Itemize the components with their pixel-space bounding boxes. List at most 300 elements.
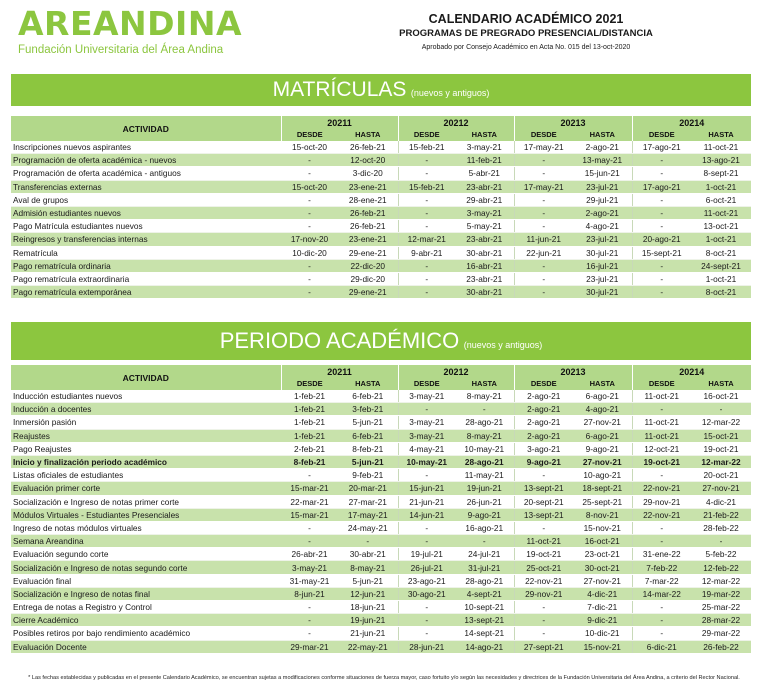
page-header bbox=[0, 0, 768, 66]
date-from-cell: 28-jun-21 bbox=[398, 640, 455, 653]
table-row bbox=[11, 180, 751, 193]
table-row bbox=[11, 403, 751, 416]
date-from-cell: - bbox=[514, 521, 573, 534]
date-from-cell: - bbox=[398, 535, 455, 548]
date-to-cell: 27-nov-21 bbox=[573, 574, 632, 587]
date-to-cell: 26-feb-21 bbox=[338, 220, 398, 233]
table-row bbox=[11, 272, 751, 285]
date-to-cell: 29-ene-21 bbox=[338, 286, 398, 299]
periodo-subtitle: (nuevos y antiguos) bbox=[463, 340, 543, 350]
date-from-cell: - bbox=[632, 627, 691, 640]
date-from-cell: 11-oct-21 bbox=[632, 390, 691, 403]
date-from-cell: 31-may-21 bbox=[281, 574, 338, 587]
date-from-cell: - bbox=[281, 286, 338, 299]
date-from-cell: - bbox=[281, 535, 338, 548]
table-row bbox=[11, 587, 751, 600]
date-from-cell: - bbox=[514, 469, 573, 482]
date-from-cell: - bbox=[281, 220, 338, 233]
date-from-cell: 2-ago-21 bbox=[514, 416, 573, 429]
from-header: DESDE bbox=[281, 129, 338, 141]
date-to-cell: 29-abr-21 bbox=[455, 193, 514, 206]
date-from-cell: 2-feb-21 bbox=[281, 442, 338, 455]
date-from-cell: 17-ago-21 bbox=[632, 180, 691, 193]
date-to-cell: 8-sept-21 bbox=[691, 167, 751, 180]
date-to-cell: 12-mar-22 bbox=[691, 416, 751, 429]
activity-label: Pago rematrícula extraordinaria bbox=[11, 272, 281, 285]
date-from-cell: - bbox=[398, 206, 455, 219]
activity-label: Evaluación segundo corte bbox=[11, 548, 281, 561]
activity-label: Evaluación final bbox=[11, 574, 281, 587]
date-to-cell: 28-ago-21 bbox=[455, 455, 514, 468]
date-from-cell: 9-ago-21 bbox=[514, 455, 573, 468]
date-to-cell: 6-feb-21 bbox=[338, 390, 398, 403]
date-to-cell: 22-may-21 bbox=[338, 640, 398, 653]
date-to-cell: 6-ago-21 bbox=[573, 390, 632, 403]
date-to-cell: 4-ago-21 bbox=[573, 403, 632, 416]
date-to-cell: 23-ene-21 bbox=[338, 233, 398, 246]
activity-label: Listas oficiales de estudiantes bbox=[11, 469, 281, 482]
date-from-cell: - bbox=[398, 601, 455, 614]
date-from-cell: - bbox=[632, 167, 691, 180]
date-from-cell: - bbox=[514, 614, 573, 627]
date-from-cell: 17-may-21 bbox=[514, 180, 573, 193]
to-header: HASTA bbox=[691, 378, 751, 390]
period-header: 20214 bbox=[632, 116, 751, 129]
table-row bbox=[11, 442, 751, 455]
date-from-cell: - bbox=[281, 521, 338, 534]
date-to-cell: 8-may-21 bbox=[338, 561, 398, 574]
date-from-cell: - bbox=[632, 206, 691, 219]
activity-label: Evaluación primer corte bbox=[11, 482, 281, 495]
activity-label: Reajustes bbox=[11, 429, 281, 442]
date-from-cell: 8-feb-21 bbox=[281, 455, 338, 468]
date-to-cell: 23-jul-21 bbox=[573, 233, 632, 246]
date-from-cell: 4-may-21 bbox=[398, 442, 455, 455]
date-to-cell: 30-jul-21 bbox=[573, 246, 632, 259]
date-to-cell: 22-dic-20 bbox=[338, 259, 398, 272]
date-to-cell: 5-may-21 bbox=[455, 220, 514, 233]
date-to-cell: 1-oct-21 bbox=[691, 272, 751, 285]
table-row bbox=[11, 206, 751, 219]
date-to-cell: 6-feb-21 bbox=[338, 429, 398, 442]
date-to-cell: 12-jun-21 bbox=[338, 587, 398, 600]
table-row bbox=[11, 521, 751, 534]
date-to-cell: 3-may-21 bbox=[455, 141, 514, 154]
table-row bbox=[11, 429, 751, 442]
date-to-cell: 24-may-21 bbox=[338, 521, 398, 534]
table-row bbox=[11, 455, 751, 468]
date-to-cell: 29-jul-21 bbox=[573, 193, 632, 206]
date-from-cell: 15-mar-21 bbox=[281, 508, 338, 521]
date-to-cell: 10-ago-21 bbox=[573, 469, 632, 482]
date-to-cell: 2-ago-21 bbox=[573, 206, 632, 219]
date-from-cell: - bbox=[281, 601, 338, 614]
activity-label: Inmersión pasión bbox=[11, 416, 281, 429]
date-from-cell: 1-feb-21 bbox=[281, 390, 338, 403]
date-to-cell: 5-jun-21 bbox=[338, 574, 398, 587]
date-from-cell: - bbox=[281, 627, 338, 640]
date-from-cell: - bbox=[632, 259, 691, 272]
date-to-cell: 23-jul-21 bbox=[573, 180, 632, 193]
footnote: * Las fechas establecidas y publicadas en el presente Calendario Académico, se encuentran sujetas a modificaciones conforme situaciones de fuerza mayor, caso fortuito y/o según las necesidades y directrices de la Fundación Universitaria del Área Andina, a criterio del Rector Nacional. bbox=[28, 675, 740, 681]
date-from-cell: - bbox=[398, 627, 455, 640]
matriculas-banner bbox=[11, 74, 751, 106]
date-to-cell: 29-ene-21 bbox=[338, 246, 398, 259]
date-to-cell: 8-oct-21 bbox=[691, 246, 751, 259]
date-from-cell: - bbox=[514, 206, 573, 219]
date-from-cell: - bbox=[398, 220, 455, 233]
date-to-cell: 21-feb-22 bbox=[691, 508, 751, 521]
date-to-cell: 12-feb-22 bbox=[691, 561, 751, 574]
date-to-cell: 8-oct-21 bbox=[691, 286, 751, 299]
date-from-cell: - bbox=[514, 167, 573, 180]
date-to-cell: 17-may-21 bbox=[338, 508, 398, 521]
activity-label: Módulos Virtuales - Estudiantes Presenciales bbox=[11, 508, 281, 521]
date-from-cell: 14-jun-21 bbox=[398, 508, 455, 521]
date-to-cell: 19-jun-21 bbox=[455, 482, 514, 495]
to-header: HASTA bbox=[691, 129, 751, 141]
date-from-cell: 17-ago-21 bbox=[632, 141, 691, 154]
from-header: DESDE bbox=[514, 129, 573, 141]
date-to-cell: 26-feb-21 bbox=[338, 141, 398, 154]
date-from-cell: 11-oct-21 bbox=[514, 535, 573, 548]
date-from-cell: 29-mar-21 bbox=[281, 640, 338, 653]
date-from-cell: - bbox=[398, 614, 455, 627]
activity-label: Pago Reajustes bbox=[11, 442, 281, 455]
date-to-cell: 23-abr-21 bbox=[455, 272, 514, 285]
date-from-cell: - bbox=[514, 259, 573, 272]
to-header: HASTA bbox=[338, 378, 398, 390]
date-from-cell: - bbox=[632, 614, 691, 627]
date-to-cell: - bbox=[455, 403, 514, 416]
date-to-cell: 5-jun-21 bbox=[338, 416, 398, 429]
date-to-cell: 1-oct-21 bbox=[691, 180, 751, 193]
date-from-cell: - bbox=[632, 193, 691, 206]
date-to-cell: 12-mar-22 bbox=[691, 455, 751, 468]
date-to-cell: 28-ago-21 bbox=[455, 416, 514, 429]
calendar-titles bbox=[384, 11, 668, 54]
date-to-cell: 10-sept-21 bbox=[455, 601, 514, 614]
date-to-cell: 28-feb-22 bbox=[691, 521, 751, 534]
date-from-cell: 11-jun-21 bbox=[514, 233, 573, 246]
date-to-cell: 28-mar-22 bbox=[691, 614, 751, 627]
table-row bbox=[11, 259, 751, 272]
date-to-cell: 12-mar-22 bbox=[691, 574, 751, 587]
date-to-cell: 15-jun-21 bbox=[573, 167, 632, 180]
date-from-cell: 3-may-21 bbox=[281, 561, 338, 574]
table-row bbox=[11, 220, 751, 233]
date-from-cell: 2-ago-21 bbox=[514, 390, 573, 403]
page-title: CALENDARIO ACADÉMICO 2021 bbox=[428, 12, 624, 26]
date-to-cell: - bbox=[691, 535, 751, 548]
date-to-cell: 27-mar-21 bbox=[338, 495, 398, 508]
period-header: 20213 bbox=[514, 365, 632, 378]
date-from-cell: 27-sept-21 bbox=[514, 640, 573, 653]
date-from-cell: 13-sept-21 bbox=[514, 482, 573, 495]
date-from-cell: 22-nov-21 bbox=[632, 482, 691, 495]
activity-label: Socialización e Ingreso de notas primer corte bbox=[11, 495, 281, 508]
activity-label: Programación de oferta académica - antiguos bbox=[11, 167, 281, 180]
date-to-cell: 9-ago-21 bbox=[455, 508, 514, 521]
date-from-cell: - bbox=[281, 206, 338, 219]
date-from-cell: 1-feb-21 bbox=[281, 416, 338, 429]
date-from-cell: - bbox=[398, 272, 455, 285]
date-from-cell: 14-mar-22 bbox=[632, 587, 691, 600]
date-to-cell: 15-nov-21 bbox=[573, 521, 632, 534]
date-to-cell: - bbox=[455, 535, 514, 548]
date-to-cell: 16-oct-21 bbox=[691, 390, 751, 403]
date-to-cell: - bbox=[691, 403, 751, 416]
table-row bbox=[11, 193, 751, 206]
date-to-cell: 4-ago-21 bbox=[573, 220, 632, 233]
date-to-cell: 4-dic-21 bbox=[691, 495, 751, 508]
activity-label: Aval de grupos bbox=[11, 193, 281, 206]
from-header: DESDE bbox=[632, 378, 691, 390]
matriculas-table bbox=[11, 116, 751, 299]
table-row bbox=[11, 627, 751, 640]
date-from-cell: 15-feb-21 bbox=[398, 141, 455, 154]
date-from-cell: 11-oct-21 bbox=[632, 429, 691, 442]
date-from-cell: - bbox=[281, 259, 338, 272]
date-to-cell: 5-jun-21 bbox=[338, 455, 398, 468]
matriculas-rows bbox=[11, 141, 751, 299]
date-from-cell: - bbox=[514, 193, 573, 206]
activity-label: Entrega de notas a Registro y Control bbox=[11, 601, 281, 614]
activity-label: Inducción estudiantes nuevos bbox=[11, 390, 281, 403]
date-to-cell: 25-mar-22 bbox=[691, 601, 751, 614]
logo-subtitle: Fundación Universitaria del Área Andina bbox=[18, 44, 224, 56]
date-to-cell: 24-jul-21 bbox=[455, 548, 514, 561]
periodo-title: PERIODO ACADÉMICO bbox=[219, 328, 460, 353]
activity-label: Posibles retiros por bajo rendimiento académico bbox=[11, 627, 281, 640]
activity-label: Socialización e Ingreso de notas segundo corte bbox=[11, 561, 281, 574]
to-header: HASTA bbox=[455, 129, 514, 141]
date-from-cell: 15-jun-21 bbox=[398, 482, 455, 495]
date-from-cell: - bbox=[632, 535, 691, 548]
date-to-cell: 5-feb-22 bbox=[691, 548, 751, 561]
table-row bbox=[11, 390, 751, 403]
date-to-cell: 6-ago-21 bbox=[573, 429, 632, 442]
from-header: DESDE bbox=[398, 378, 455, 390]
date-from-cell: 15-sept-21 bbox=[632, 246, 691, 259]
period-header: 20211 bbox=[281, 116, 398, 129]
date-to-cell: 26-feb-22 bbox=[691, 640, 751, 653]
date-from-cell: 25-oct-21 bbox=[514, 561, 573, 574]
date-from-cell: 9-abr-21 bbox=[398, 246, 455, 259]
date-from-cell: 23-ago-21 bbox=[398, 574, 455, 587]
date-from-cell: - bbox=[514, 627, 573, 640]
table-row bbox=[11, 535, 751, 548]
date-to-cell: 8-may-21 bbox=[455, 390, 514, 403]
date-to-cell: 27-nov-21 bbox=[691, 482, 751, 495]
date-from-cell: 10-dic-20 bbox=[281, 246, 338, 259]
date-to-cell: 25-sept-21 bbox=[573, 495, 632, 508]
date-to-cell: 11-oct-21 bbox=[691, 141, 751, 154]
date-from-cell: 29-nov-21 bbox=[632, 495, 691, 508]
date-from-cell: - bbox=[632, 220, 691, 233]
date-from-cell: 29-nov-21 bbox=[514, 587, 573, 600]
date-to-cell: 23-abr-21 bbox=[455, 233, 514, 246]
date-to-cell: 27-nov-21 bbox=[573, 416, 632, 429]
date-to-cell: 19-oct-21 bbox=[691, 442, 751, 455]
date-to-cell: 3-feb-21 bbox=[338, 403, 398, 416]
activity-label: Rematrícula bbox=[11, 246, 281, 259]
date-to-cell: 13-may-21 bbox=[573, 154, 632, 167]
date-from-cell: 2-ago-21 bbox=[514, 403, 573, 416]
date-to-cell: 8-may-21 bbox=[455, 429, 514, 442]
activity-label: Inicio y finalización periodo académico bbox=[11, 455, 281, 468]
date-from-cell: 22-nov-21 bbox=[514, 574, 573, 587]
table-row bbox=[11, 167, 751, 180]
activity-label: Pago rematrícula ordinaria bbox=[11, 259, 281, 272]
date-from-cell: - bbox=[398, 403, 455, 416]
date-to-cell: 26-jun-21 bbox=[455, 495, 514, 508]
periodo-table bbox=[11, 365, 751, 654]
date-to-cell: 9-feb-21 bbox=[338, 469, 398, 482]
from-header: DESDE bbox=[632, 129, 691, 141]
table-row bbox=[11, 614, 751, 627]
date-from-cell: 11-oct-21 bbox=[632, 416, 691, 429]
date-from-cell: 7-feb-22 bbox=[632, 561, 691, 574]
date-to-cell: 26-feb-21 bbox=[338, 206, 398, 219]
date-to-cell: 30-abr-21 bbox=[338, 548, 398, 561]
to-header: HASTA bbox=[338, 129, 398, 141]
date-from-cell: - bbox=[632, 469, 691, 482]
activity-label: Admisión estudiantes nuevos bbox=[11, 206, 281, 219]
period-header: 20213 bbox=[514, 116, 632, 129]
date-to-cell: 23-jul-21 bbox=[573, 272, 632, 285]
periodo-rows bbox=[11, 390, 751, 653]
date-to-cell: 30-oct-21 bbox=[573, 561, 632, 574]
page-subtitle: PROGRAMAS DE PREGRADO PRESENCIAL/DISTANCIA bbox=[399, 28, 653, 39]
to-header: HASTA bbox=[455, 378, 514, 390]
date-from-cell: 19-oct-21 bbox=[514, 548, 573, 561]
date-from-cell: 22-nov-21 bbox=[632, 508, 691, 521]
date-to-cell: 7-dic-21 bbox=[573, 601, 632, 614]
date-to-cell: 8-nov-21 bbox=[573, 508, 632, 521]
date-to-cell: 24-sept-21 bbox=[691, 259, 751, 272]
date-to-cell: 4-dic-21 bbox=[573, 587, 632, 600]
date-from-cell: 21-jun-21 bbox=[398, 495, 455, 508]
activity-label: Ingreso de notas módulos virtuales bbox=[11, 521, 281, 534]
date-from-cell: - bbox=[281, 154, 338, 167]
period-header: 20211 bbox=[281, 365, 398, 378]
activity-header: ACTIVIDAD bbox=[11, 116, 281, 141]
table-row bbox=[11, 561, 751, 574]
date-to-cell: 28-ago-21 bbox=[455, 574, 514, 587]
date-from-cell: - bbox=[514, 272, 573, 285]
date-from-cell: 26-jul-21 bbox=[398, 561, 455, 574]
date-to-cell: 4-sept-21 bbox=[455, 587, 514, 600]
date-from-cell: 20-sept-21 bbox=[514, 495, 573, 508]
from-header: DESDE bbox=[398, 129, 455, 141]
date-to-cell: 23-ene-21 bbox=[338, 180, 398, 193]
periodo-banner bbox=[11, 322, 751, 360]
date-to-cell: 8-feb-21 bbox=[338, 442, 398, 455]
matriculas-subtitle: (nuevos y antiguos) bbox=[410, 88, 490, 98]
date-from-cell: 3-ago-21 bbox=[514, 442, 573, 455]
date-from-cell: 20-ago-21 bbox=[632, 233, 691, 246]
approval-note: Aprobado por Consejo Académico en Acta No. 015 del 13-oct-2020 bbox=[421, 44, 631, 51]
date-to-cell: 30-abr-21 bbox=[455, 286, 514, 299]
from-header: DESDE bbox=[281, 378, 338, 390]
date-from-cell: 3-may-21 bbox=[398, 390, 455, 403]
date-to-cell: 13-oct-21 bbox=[691, 220, 751, 233]
date-from-cell: 15-oct-20 bbox=[281, 141, 338, 154]
table-row bbox=[11, 640, 751, 653]
date-to-cell: 1-oct-21 bbox=[691, 233, 751, 246]
date-from-cell: 19-jul-21 bbox=[398, 548, 455, 561]
date-from-cell: 12-oct-21 bbox=[632, 442, 691, 455]
date-to-cell: 16-abr-21 bbox=[455, 259, 514, 272]
date-from-cell: 13-sept-21 bbox=[514, 508, 573, 521]
activity-label: Evaluación Docente bbox=[11, 640, 281, 653]
table-row bbox=[11, 154, 751, 167]
date-from-cell: - bbox=[398, 469, 455, 482]
date-from-cell: - bbox=[514, 154, 573, 167]
date-from-cell: 19-oct-21 bbox=[632, 455, 691, 468]
date-from-cell: 6-dic-21 bbox=[632, 640, 691, 653]
date-from-cell: - bbox=[632, 154, 691, 167]
date-from-cell: - bbox=[398, 286, 455, 299]
date-from-cell: - bbox=[632, 286, 691, 299]
date-to-cell: 18-sept-21 bbox=[573, 482, 632, 495]
date-to-cell: 2-ago-21 bbox=[573, 141, 632, 154]
date-to-cell: 6-oct-21 bbox=[691, 193, 751, 206]
date-from-cell: 22-mar-21 bbox=[281, 495, 338, 508]
date-to-cell: 21-jun-21 bbox=[338, 627, 398, 640]
activity-header: ACTIVIDAD bbox=[11, 365, 281, 390]
date-to-cell: 10-dic-21 bbox=[573, 627, 632, 640]
date-to-cell: 18-jun-21 bbox=[338, 601, 398, 614]
table-row bbox=[11, 416, 751, 429]
date-to-cell: 15-nov-21 bbox=[573, 640, 632, 653]
date-from-cell: - bbox=[398, 193, 455, 206]
date-from-cell: 7-mar-22 bbox=[632, 574, 691, 587]
date-from-cell: - bbox=[632, 521, 691, 534]
to-header: HASTA bbox=[573, 378, 632, 390]
date-from-cell: 3-may-21 bbox=[398, 429, 455, 442]
date-from-cell: - bbox=[398, 167, 455, 180]
activity-label: Pago rematrícula extemporánea bbox=[11, 286, 281, 299]
table-row bbox=[11, 469, 751, 482]
date-to-cell: 11-oct-21 bbox=[691, 206, 751, 219]
areandina-logo bbox=[18, 6, 242, 57]
date-from-cell: 15-oct-20 bbox=[281, 180, 338, 193]
date-to-cell: 28-ene-21 bbox=[338, 193, 398, 206]
date-from-cell: 30-ago-21 bbox=[398, 587, 455, 600]
date-to-cell: 20-oct-21 bbox=[691, 469, 751, 482]
date-to-cell: 11-feb-21 bbox=[455, 154, 514, 167]
date-to-cell: 12-oct-20 bbox=[338, 154, 398, 167]
date-to-cell: 27-nov-21 bbox=[573, 455, 632, 468]
date-to-cell: 3-dic-20 bbox=[338, 167, 398, 180]
date-from-cell: 22-jun-21 bbox=[514, 246, 573, 259]
period-header: 20214 bbox=[632, 365, 751, 378]
date-from-cell: - bbox=[281, 272, 338, 285]
date-to-cell: 15-oct-21 bbox=[691, 429, 751, 442]
date-from-cell: 15-feb-21 bbox=[398, 180, 455, 193]
date-to-cell: 23-oct-21 bbox=[573, 548, 632, 561]
date-to-cell: 30-abr-21 bbox=[455, 246, 514, 259]
from-header: DESDE bbox=[514, 378, 573, 390]
date-to-cell: 10-may-21 bbox=[455, 442, 514, 455]
table-row bbox=[11, 141, 751, 154]
date-from-cell: 26-abr-21 bbox=[281, 548, 338, 561]
date-from-cell: - bbox=[514, 601, 573, 614]
date-from-cell: 10-may-21 bbox=[398, 455, 455, 468]
matriculas-title: MATRÍCULAS bbox=[272, 78, 407, 101]
